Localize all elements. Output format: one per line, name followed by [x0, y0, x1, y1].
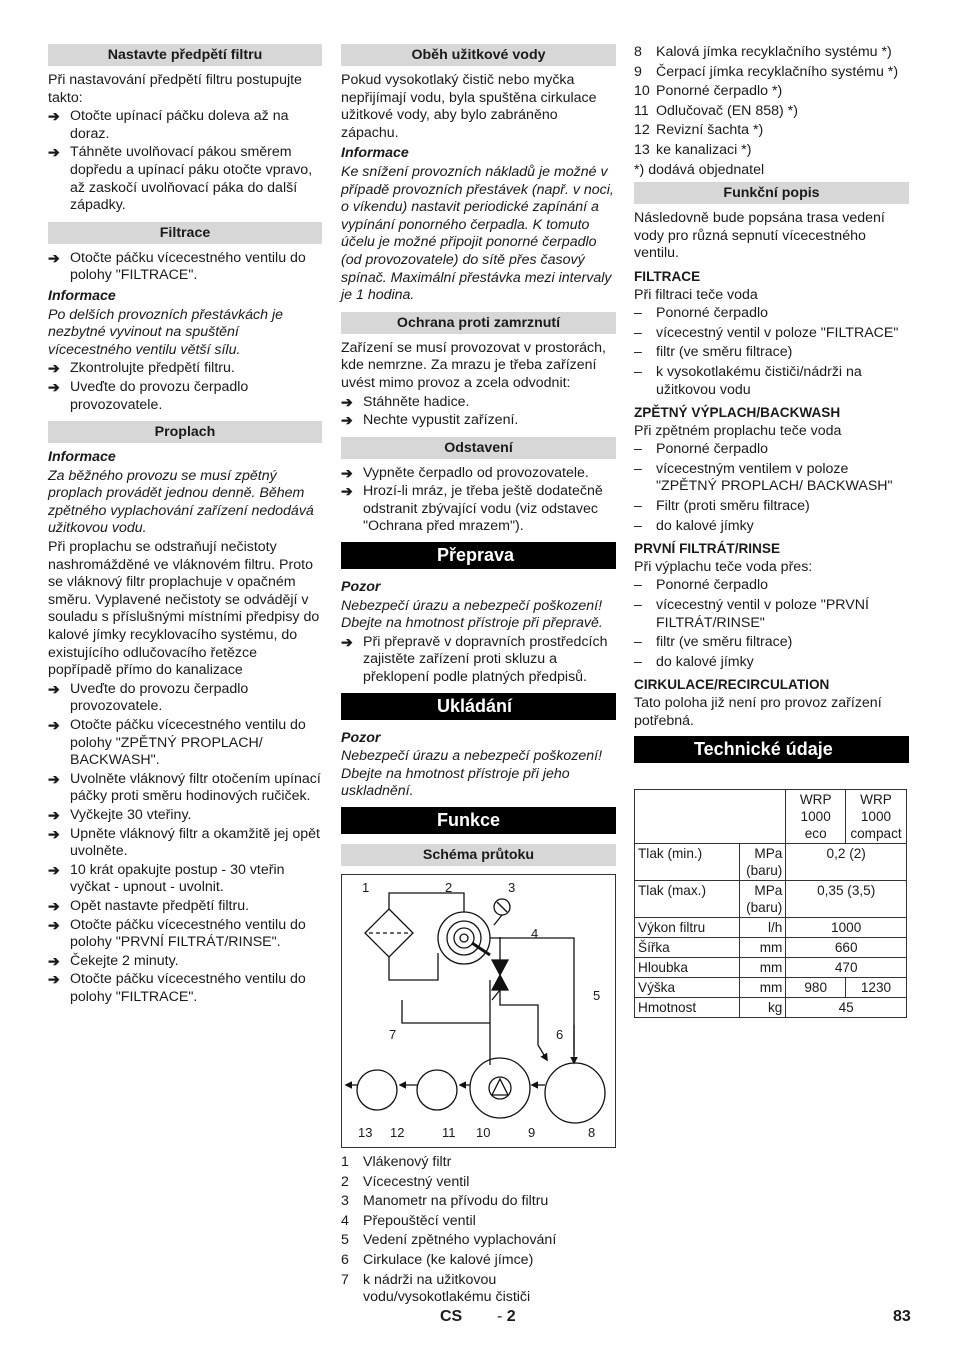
step-item: ➔ Uveďte do provozu čerpadlo provozovatele. — [48, 378, 249, 413]
diagram-label: 3 — [508, 880, 516, 895]
legend-item: 1 Vlákenový filtr — [341, 1154, 452, 1170]
step-item: ➔ Uvolněte vláknový filtr otočením upínací páčky proti směru hodinových ručiček. — [48, 770, 321, 805]
table-row: Výška mm 980 1230 — [635, 978, 907, 998]
step-item: ➔ Uveďte do provozu čerpadlo provozovatele. — [48, 680, 249, 715]
diagram-label: 10 — [476, 1125, 491, 1140]
table-row: Tlak (max.) MPa (baru) 0,35 (3,5) — [635, 881, 907, 918]
diagram-label: 12 — [390, 1125, 405, 1140]
tank-11-symbol — [417, 1070, 457, 1110]
dash-item: – Ponorné čerpadlo — [634, 577, 769, 594]
dash-item: – k vysokotlakému čističi/nádrži na užitkovou vodu — [634, 363, 862, 398]
step-item: ➔ Otočte páčku vícecestného ventilu do polohy "ZPĚTNÝ PROPLACH/ BACKWASH". — [48, 717, 306, 769]
arrow-icon: ➔ — [341, 412, 353, 429]
table-header: WRP 1000 eco — [786, 790, 846, 844]
paragraph: Pokud vysokotlaký čistič nebo myčka nepřijímají vodu, byla spuštěna cirkulace užitkové vody, aby bylo zabráněno zápachu. — [341, 72, 597, 141]
table-row: Šířka mm 660 — [635, 938, 907, 958]
step-item: ➔ Upněte vláknový filtr a okamžitě jej opět uvolněte. — [48, 825, 320, 860]
paragraph: Zařízení se musí provozovat v prostorách, kde nemrzne. Za mrazu je třeba zařízení uvést mimo provoz a zcela odvodnit: — [341, 339, 606, 391]
info-text: Ke snížení provozních nákladů je možné v případě provozních přestávek (např. v noci, o víkendu) nastavit periodické zapínání a vypínání ponorného čerpadla. K tomuto účelu je možné připojit ponorné čerpadlo (od provozovatele) do sítě přes časový spínač. Maximální přestávka mezi intervaly je 1 hodina. — [341, 163, 614, 304]
section-heading-filter-preload: Nastavte předpětí filtru — [48, 44, 322, 66]
technical-data-table — [634, 789, 907, 1018]
diagram-label: 11 — [442, 1125, 456, 1140]
legend-item: 8 Kalová jímka recyklačního systému *) — [634, 44, 892, 60]
arrow-icon: ➔ — [48, 680, 60, 697]
diagram-label: 13 — [358, 1125, 373, 1140]
arrow-icon: ➔ — [48, 378, 60, 395]
warning-label: Pozor — [341, 579, 381, 596]
paragraph: Při proplachu se odstraňují nečistoty nashromážděné ve vláknovém filtru. Proto se vláknový filtr proplachuje v opačném směru. Vyplavené nečistoty se odvádějí v souladu s příslušnými místními předpisy do kalové jímky recyklovacího systému, do existujícího odlučovacího řetězce popřípadě přímo do kanalizace — [48, 539, 320, 679]
dash-item: – vícecestným ventilem v poloze "ZPĚTNÝ PROPLACH/ BACKWASH" — [634, 460, 893, 495]
info-text: Po delších provozních přestávkách je nezbytné vyvinout na spuštění vícecestného ventilu větší sílu. — [48, 306, 284, 358]
step-item: ➔ Čekejte 2 minuty. — [48, 952, 179, 969]
table-row: Hmotnost kg 45 — [635, 998, 907, 1018]
diagram-label: 1 — [362, 880, 370, 895]
table-row: Hloubka mm 470 — [635, 958, 907, 978]
step-item: ➔ Zkontrolujte předpětí filtru. — [48, 360, 235, 377]
table-row: Tlak (min.) MPa (baru) 0,2 (2) — [635, 844, 907, 881]
chapter-heading-transport: Přeprava — [341, 542, 616, 569]
arrow-icon: ➔ — [48, 916, 60, 933]
paragraph: Tato poloha již není pro provoz zařízení potřebná. — [634, 695, 882, 729]
legend-item: 7 k nádrži na užitkovou vodu/vysokotlakému čističi — [341, 1271, 531, 1306]
chapter-heading-function: Funkce — [341, 807, 616, 834]
section-heading-water-circulation: Oběh užitkové vody — [341, 44, 616, 66]
arrow-icon: ➔ — [48, 897, 60, 914]
chapter-heading-technical-data: Technické údaje — [634, 736, 909, 763]
footer-language: CS — [440, 1308, 463, 1325]
paragraph: Při filtraci teče voda — [634, 286, 758, 303]
arrow-icon: ➔ — [48, 861, 60, 878]
dash-item: – do kalové jímky — [634, 517, 754, 534]
arrow-icon: ➔ — [341, 483, 353, 500]
dash-item: – vícecestný ventil v poloze "FILTRACE" — [634, 324, 899, 341]
arrow-icon: ➔ — [48, 806, 60, 823]
info-label: Informace — [48, 287, 116, 304]
legend-item: 4 Přepouštěcí ventil — [341, 1212, 476, 1229]
footnote: *) dodává objednatel — [634, 161, 765, 178]
diagram-label: 6 — [556, 1027, 564, 1042]
arrow-icon: ➔ — [48, 952, 60, 969]
diagram-label: 2 — [445, 880, 453, 895]
table-row — [635, 790, 907, 844]
subheading-backwash: ZPĚTNÝ VÝPLACH/BACKWASH — [634, 405, 841, 421]
info-text: Za běžného provozu se musí zpětný proplach provádět jednou denně. Během zpětného vyplachování zařízení nedodává užitkovou vodu. — [48, 467, 314, 537]
section-heading-shutdown: Odstavení — [341, 437, 616, 459]
flow-diagram-drawing — [342, 875, 615, 1147]
dash-item: – vícecestný ventil v poloze "PRVNÍ FILTRÁT/RINSE" — [634, 597, 869, 631]
section-heading-flow-diagram: Schéma průtoku — [341, 844, 616, 866]
arrow-icon: ➔ — [341, 633, 353, 650]
arrow-icon: ➔ — [48, 108, 60, 125]
column-1 — [48, 44, 322, 1008]
dash-item: – Ponorné čerpadlo — [634, 305, 769, 322]
multiway-valve-symbol — [438, 912, 490, 964]
legend-item: 3 Manometr na přívodu do filtru — [341, 1193, 549, 1210]
dash-item: – filtr (ve směru filtrace) — [634, 344, 793, 361]
table-header: WRP 1000 compact — [846, 790, 907, 844]
section-heading-filtrace: Filtrace — [48, 222, 322, 244]
step-item: ➔ 10 krát opakujte postup - 30 vteřin vyčkat - upnout - uvolnit. — [48, 861, 285, 896]
tank-8-symbol — [545, 1063, 605, 1123]
subheading-recirculation: CIRKULACE/RECIRCULATION — [634, 677, 830, 693]
diagram-label: 8 — [588, 1125, 596, 1140]
arrow-icon: ➔ — [48, 770, 60, 787]
step-item: ➔ Hrozí-li mráz, je třeba ještě dodatečně odstranit zbývající vodu (viz odstavec "Ochrana před mrazem"). — [341, 483, 603, 535]
diagram-label: 7 — [389, 1027, 397, 1042]
dash-item: – do kalové jímky — [634, 653, 754, 670]
footer-page-number: 83 — [893, 1308, 911, 1325]
step-item: ➔ Otočte páčku vícecestného ventilu do polohy "PRVNÍ FILTRÁT/RINSE". — [48, 916, 306, 951]
subheading-filtrace: FILTRACE — [634, 268, 701, 284]
warning-text: Nebezpečí úrazu a nebezpečí poškození! Dbejte na hmotnost přístroje při jeho uskladnění. — [341, 748, 603, 800]
info-label: Informace — [48, 449, 116, 466]
dash-item: – Filtr (proti směru filtrace) — [634, 498, 810, 515]
paragraph: Následovně bude popsána trasa vedení vody pro různá sepnutí vícecestného ventilu. — [634, 210, 885, 262]
step-item: ➔ Opět nastavte předpětí filtru. — [48, 897, 250, 914]
info-label: Informace — [341, 145, 409, 162]
paragraph: Při výplachu teče voda přes: — [634, 558, 813, 575]
chapter-heading-storage: Ukládání — [341, 693, 616, 720]
column-2 — [341, 44, 616, 1309]
legend-item: 9 Čerpací jímka recyklačního systému *) — [634, 63, 899, 80]
legend-item: 10 Ponorné čerpadlo *) — [634, 83, 783, 100]
footer-section-page: - 2 — [497, 1308, 516, 1325]
step-item: ➔ Nechte vypustit zařízení. — [341, 412, 519, 429]
legend-item: 2 Vícecestný ventil — [341, 1173, 470, 1190]
table-row: Výkon filtru l/h 1000 — [635, 918, 907, 938]
arrow-icon: ➔ — [48, 825, 60, 842]
arrow-icon: ➔ — [48, 717, 60, 733]
arrow-icon: ➔ — [48, 360, 60, 377]
warning-label: Pozor — [341, 729, 381, 746]
flow-diagram — [341, 874, 616, 1148]
dash-item: – filtr (ve směru filtrace) — [634, 634, 793, 651]
section-heading-frost-protection: Ochrana proti zamrznutí — [341, 312, 616, 334]
legend-item: 13 ke kanalizaci *) — [634, 141, 752, 158]
column-3 — [634, 44, 909, 1018]
step-item: ➔ Otočte páčku vícecestného ventilu do polohy "FILTRACE". — [48, 971, 306, 1005]
warning-text: Nebezpečí úrazu a nebezpečí poškození! Dbejte na hmotnost přístroje při přepravě. — [341, 597, 603, 632]
arrow-icon: ➔ — [341, 393, 353, 410]
subheading-rinse: PRVNÍ FILTRÁT/RINSE — [634, 541, 781, 557]
arrow-icon: ➔ — [48, 249, 60, 266]
arrow-icon: ➔ — [48, 971, 60, 988]
dash-item: – Ponorné čerpadlo — [634, 441, 769, 458]
step-item: ➔ Při přepravě v dopravních prostředcích zajistěte zařízení proti skluzu a překlopení podle platných předpisů. — [341, 633, 608, 686]
step-item: ➔ Otočte páčku vícecestného ventilu do polohy "FILTRACE". — [48, 249, 306, 284]
legend-item: 11 Odlučovač (EN 858) *) — [634, 102, 798, 119]
diagram-label: 5 — [593, 988, 601, 1003]
step-item: ➔ Stáhněte hadice. — [341, 393, 470, 410]
arrow-icon: ➔ — [341, 464, 353, 481]
arrow-icon: ➔ — [48, 144, 60, 161]
step-item: ➔ Táhněte uvolňovací pákou směrem dopředu a upínací páku otočte vpravo, až zaskočí uvolňovací páka do další západky. — [48, 144, 313, 214]
legend-item: 6 Cirkulace (ke kalové jímce) — [341, 1251, 534, 1268]
legend-item: 12 Revizní šachta *) — [634, 122, 764, 139]
step-item: ➔ Vypněte čerpadlo od provozovatele. — [341, 464, 589, 481]
tank-12-symbol — [357, 1070, 397, 1110]
paragraph: Při zpětném proplachu teče voda — [634, 422, 842, 439]
section-heading-proplach: Proplach — [48, 421, 322, 443]
tank-9-symbol — [470, 1058, 530, 1118]
step-item: ➔ Vyčkejte 30 vteřiny. — [48, 806, 192, 823]
paragraph: Při nastavování předpětí filtru postupujte takto: — [48, 72, 302, 106]
diagram-label: 9 — [528, 1125, 536, 1140]
section-heading-function-description: Funkční popis — [634, 182, 909, 204]
diagram-label: 4 — [531, 926, 539, 941]
step-item: ➔ Otočte upínací páčku doleva až na doraz. — [48, 108, 289, 142]
legend-item: 5 Vedení zpětného vyplachování — [341, 1232, 557, 1249]
